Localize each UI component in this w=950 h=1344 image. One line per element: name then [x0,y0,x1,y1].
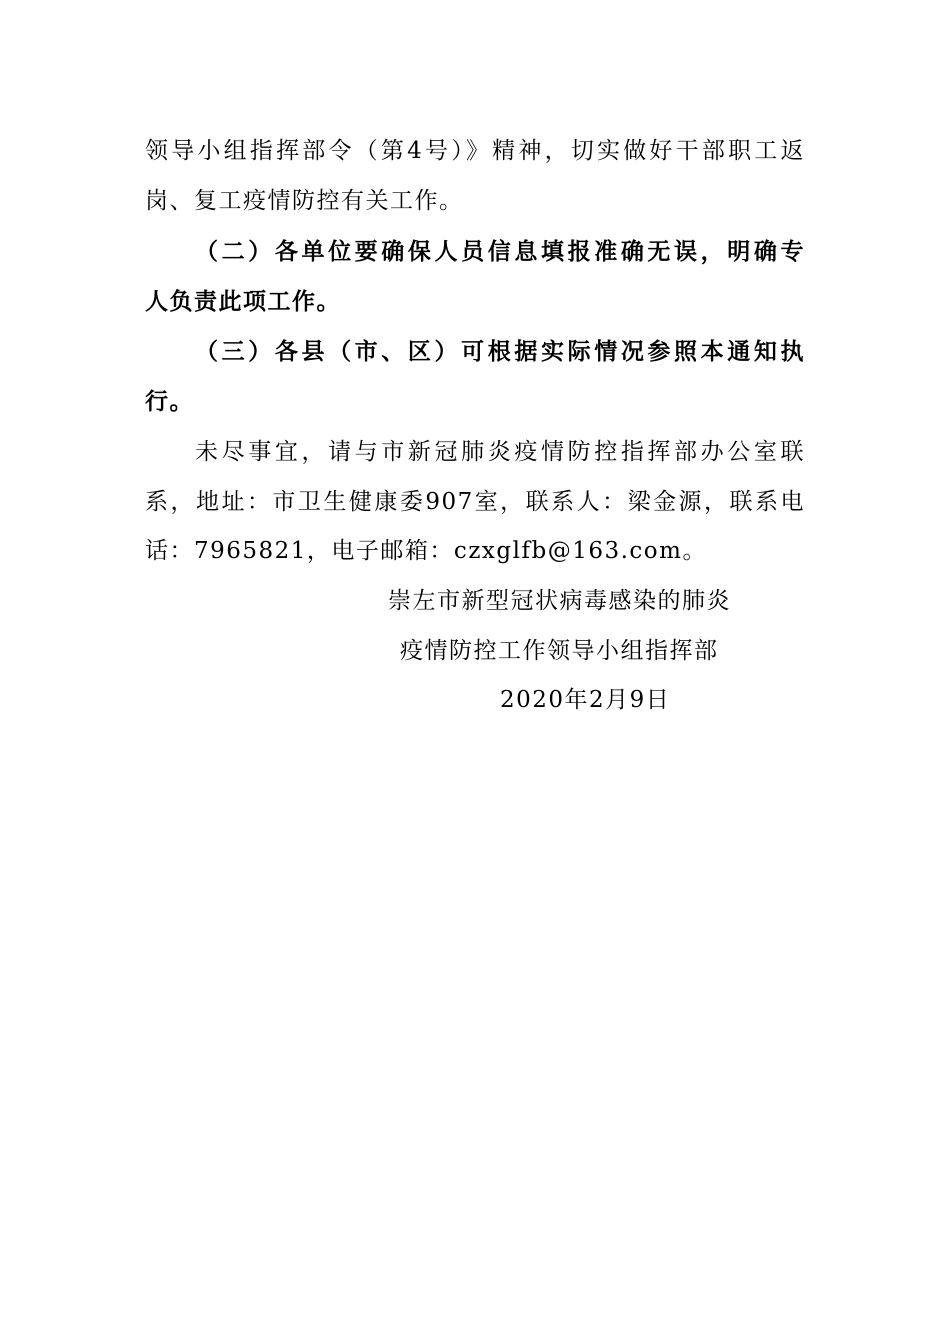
paragraph-3-line-1: （三）各县（市、区）可根据实际情况参照本通知执 [195,338,805,365]
signature-date: 2020年2月9日 [500,687,671,713]
paragraph-4-line-3: 话：7965821，电子邮箱：czxglfb@163.com。 [145,538,707,564]
paragraph-4-line-1: 未尽事宜，请与市新冠肺炎疫情防控指挥部办公室联 [195,439,805,465]
signature-org-line-2: 疫情防控工作领导小组指挥部 [400,638,719,664]
paragraph-1-line-2: 岗、复工疫情防控有关工作。 [145,188,464,214]
paragraph-1-line-1: 领导小组指挥部令（第4号）》精神，切实做好干部职工返 [145,138,805,164]
paragraph-3-line-2: 行。 [145,388,194,415]
paragraph-4-line-2: 系，地址：市卫生健康委907室，联系人：梁金源，联系电 [145,489,805,515]
signature-org-line-1: 崇左市新型冠状病毒感染的肺炎 [388,588,731,614]
paragraph-2-line-1: （二）各单位要确保人员信息填报准确无误，明确专 [195,238,805,265]
paragraph-2-line-2: 人负责此项工作。 [145,288,341,315]
